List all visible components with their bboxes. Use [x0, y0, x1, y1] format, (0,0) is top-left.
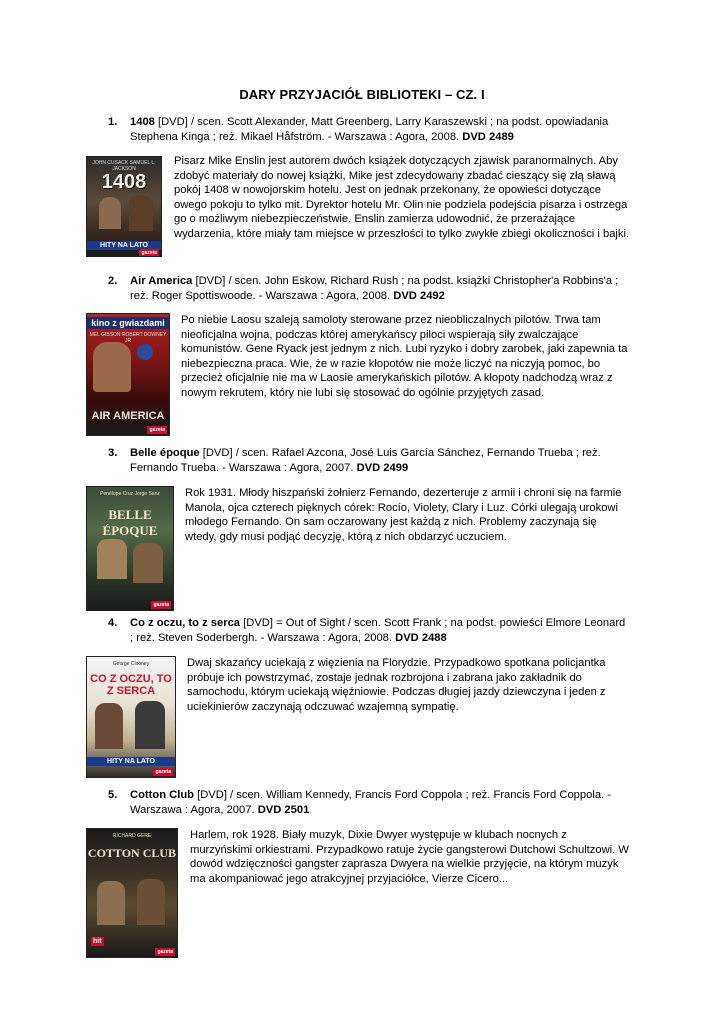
cover-brand-logo: gazeta: [153, 602, 169, 608]
entry-details: [DVD] / scen. John Eskow, Richard Rush ; na podst. książki Christopher'a Robbins'a ; reż. Roger Spottiswoode. - Warszawa : Agora, 2008.: [130, 275, 619, 302]
entry-call-number: DVD 2489: [462, 131, 514, 143]
entry-1-heading: [108, 115, 628, 145]
entry-number: 2.: [108, 275, 118, 287]
cover-actors: RICHARD GERE: [112, 833, 152, 839]
cover-brand-logo: gazeta: [155, 769, 171, 775]
cover-banner: hit: [93, 938, 102, 945]
entry-call-number: DVD 2492: [393, 290, 445, 302]
entry-number: 3.: [108, 447, 118, 459]
cover-banner: HITY NA LATO: [87, 757, 175, 766]
cover-banner: kino z gwiazdami: [87, 317, 169, 329]
entry-details: [DVD] = Out of Sight / scen. Scott Frank ; na podst. powieści Elmore Leonard ; reż. Steven Soderbergh. - Warszawa : Agora, 2008.: [130, 617, 626, 644]
cover-actors: JOHN CUSACK SAMUEL L. JACKSON: [92, 160, 156, 172]
entry-3-heading: [108, 446, 628, 476]
cover-brand-logo: gazeta: [141, 250, 157, 256]
entry-title: 1408: [130, 116, 155, 128]
entry-call-number: DVD 2488: [395, 632, 447, 644]
entry-call-number: DVD 2501: [257, 804, 310, 816]
entry-description: Pisarz Mike Enslin jest autorem dwóch książek dotyczących zjawisk paranormalnych. Aby zdobyć materiały do nowej książki, Mike jest zdecydowany zbadać cieszący się złą sławą pokój 1408 w nowojorskim hotelu. Jest on jednak przekonany, że opowieści dotyczące owego pokoju to tylko mit. Dyrektor hotelu Mr. Olin nie podziela podejścia pisarza i ostrzega go o możliwym niebezpieczeństwie. Enslin zamierza udowodnić, że przerażające wydarzenia, które miały tam miejsce w przeszłości to tylko zwykłe zbiegi okoliczności i bajki.: [174, 155, 630, 240]
entry-title: Co z oczu, to z serca: [130, 617, 241, 629]
entry-description: Rok 1931. Młody hiszpański żołnierz Fernando, dezerteruje z armii i chroni się na farmie Manola, ojca czterech pięknych córek: Rocío, Violety, Clary i Luz. Córki ulegają urokowi młodego Fernando. On sam oczarowany jest każdą z nich. Problemy zaczynają się wtedy, gdy musi podjąć decyzję, którą z nich obdarzyć uczuciem.: [185, 487, 622, 543]
entry-details: [DVD] / scen. Rafael Azcona, José Luis García Sánchez, Fernando Trueba ; reż. Fernando Trueba. - Warszawa : Agora, 2007.: [130, 447, 601, 474]
dvd-cover-co-z-oczu: [86, 656, 176, 778]
entry-title: Belle époque: [130, 447, 200, 459]
entry-number: 4.: [108, 617, 118, 629]
entry-title: Air America: [130, 275, 193, 287]
entry-details: [DVD] / scen. Scott Alexander, Matt Greenberg, Larry Karaszewski ; na podst. opowiadania Stephena Kinga ; reż. Mikael Håfström. - Warszawa : Agora, 2008.: [130, 116, 609, 143]
cover-actors: MEL GIBSON ROBERT DOWNEY JR: [89, 332, 167, 344]
dvd-cover-cotton-club: [86, 828, 178, 958]
cover-title: BELLE ÉPOQUE: [102, 507, 158, 538]
cover-brand-logo: gazeta: [149, 427, 165, 433]
cover-title: 1408: [101, 171, 147, 193]
page-title: DARY PRZYJACIÓŁ BIBLIOTEKI – CZ. I: [239, 87, 485, 102]
entry-title: Cotton Club: [130, 789, 194, 801]
entry-5-heading: [108, 788, 628, 818]
cover-actors: Penélope Cruz Jorge Sanz: [100, 491, 160, 497]
cover-title: CO Z OCZU, TO Z SERCA: [90, 673, 172, 697]
entry-call-number: DVD 2499: [356, 462, 409, 474]
entry-number: 1.: [108, 116, 118, 128]
entry-description: Harlem, rok 1928. Biały muzyk, Dixie Dwyer występuje w klubach nocnych z murzyńskimi orkiestrami. Przypadkowo ratuje życie gangsterowi Dutchowi Schultzowi. W dowód wdzięczności gangster zaprasza Dwyera na wielkie przyjęcie, na którym muzyk ma akompaniować jego atrakcyjnej przyjaciółce, Vierze Cicero...: [190, 829, 629, 885]
entry-description: Dwaj skazańcy uciekają z więzienia na Florydzie. Przypadkowo spotkana policjantka próbuje ich powstrzymać, zostaje jednak rozbrojona i zabrana jako zakładnik do samochodu, którym uciekają więźniowie. Podczas długiej jazdy dziewczyna i jeden z uciekinierów zaczynają odczuwać wzajemną sympatię.: [187, 657, 606, 713]
dvd-cover-1408: [86, 156, 162, 257]
entry-2-heading: [108, 274, 628, 304]
entry-4-heading: [108, 616, 628, 646]
cover-banner: HITY NA LATO: [87, 241, 161, 250]
entry-number: 5.: [108, 789, 118, 801]
cover-title: AIR AMERICA: [91, 410, 165, 422]
dvd-cover-air-america: [86, 313, 170, 436]
cover-actors: George Clooney: [112, 661, 150, 667]
cover-title: COTTON CLUB: [87, 846, 177, 860]
cover-brand-logo: gazeta: [157, 949, 173, 955]
dvd-cover-belle-epoque: [86, 486, 174, 611]
entry-description: Po niebie Laosu szaleją samoloty sterowane przez nieobliczalnych pilotów. Trwa tam nieoficjalna wojna, podczas której amerykańscy piloci wspierają siły zwalczające komunistów. Gene Ryack jest jednym z nich. Lubi ryzyko i dobry zarobek, jaki zapewnia ta niebezpieczna praca. Wie, że w razie kłopotów nie może liczyć na niczyją pomoc, bo przecież oficjalnie nie ma w Laosie amerykańskich pilotów. A kłopoty nadchodzą wraz z nowym rekrutem, który nie lubi się stosować do ogólnie przyjętych zasad.: [181, 314, 628, 399]
entry-details: [DVD] / scen. William Kennedy, Francis Ford Coppola ; reż. Francis Ford Coppola. - Warszawa : Agora, 2007.: [130, 789, 611, 816]
